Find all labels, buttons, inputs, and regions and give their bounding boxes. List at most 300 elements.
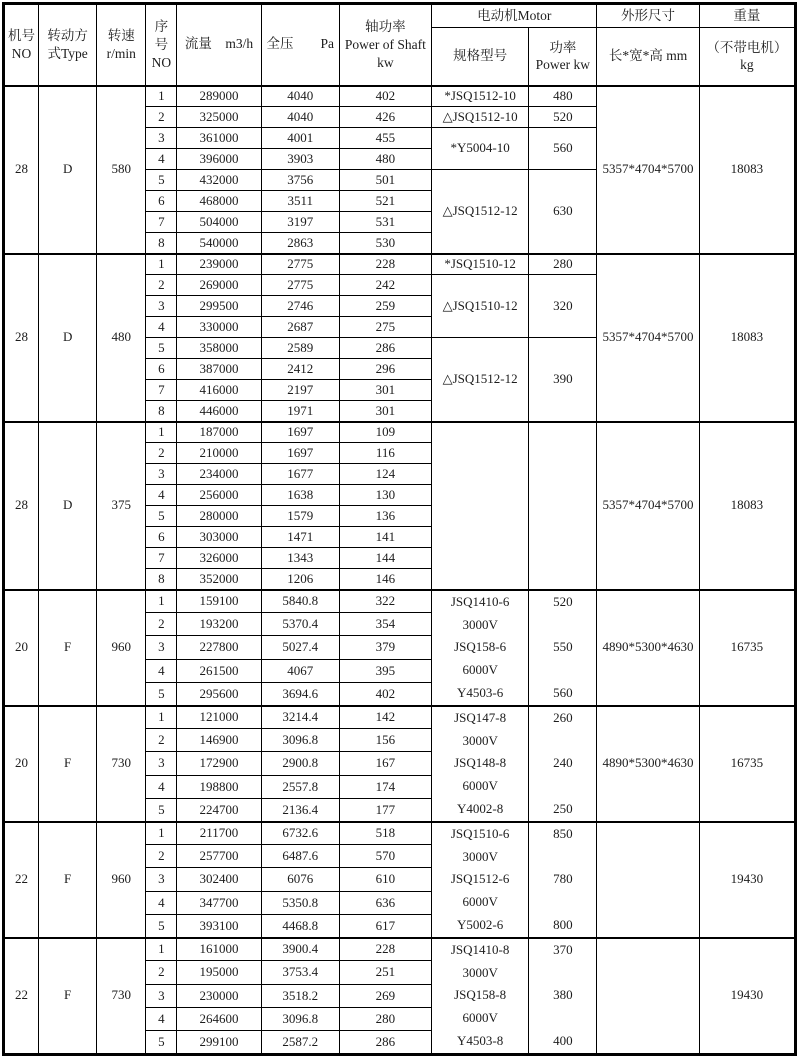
cell-flow: 468000 xyxy=(177,191,261,212)
motor-line xyxy=(529,659,596,682)
cell-serial-no: 4 xyxy=(146,1007,177,1030)
header-text-line: 功率 xyxy=(549,39,577,55)
cell-shaft-power: 501 xyxy=(339,170,431,191)
cell-weight: 16735 xyxy=(699,706,795,822)
cell-motor-model: △JSQ1512-12 xyxy=(432,170,529,254)
cell-pressure: 2863 xyxy=(261,233,339,254)
cell-shaft-power: 636 xyxy=(339,891,431,914)
motor-line: 380 xyxy=(553,987,573,1003)
cell-shaft-power: 455 xyxy=(339,128,431,149)
cell-speed: 480 xyxy=(97,254,146,422)
cell-pressure: 4040 xyxy=(261,86,339,107)
cell-flow: 239000 xyxy=(177,254,261,275)
cell-flow: 540000 xyxy=(177,233,261,254)
cell-serial-no: 5 xyxy=(146,798,177,821)
cell-pressure: 4468.8 xyxy=(261,914,339,937)
header-text-line: r/min xyxy=(106,45,136,61)
cell-serial-no: 1 xyxy=(146,822,177,845)
cell-flow: 432000 xyxy=(177,170,261,191)
header-dimensions-sub: 长*宽*高 mm xyxy=(597,28,699,86)
cell-shaft-power: 228 xyxy=(339,254,431,275)
cell-pressure: 2136.4 xyxy=(261,798,339,821)
cell-speed: 960 xyxy=(97,590,146,706)
cell-motor-power: 390 xyxy=(529,338,597,422)
cell-weight: 18083 xyxy=(699,86,795,254)
cell-motor-model: *JSQ1510-12 xyxy=(432,254,529,275)
header-weight-group: 重量 xyxy=(699,4,795,28)
cell-serial-no: 4 xyxy=(146,485,177,506)
cell-serial-no: 2 xyxy=(146,961,177,984)
cell-serial-no: 2 xyxy=(146,107,177,128)
cell-pressure: 4001 xyxy=(261,128,339,149)
cell-drive-type: D xyxy=(39,422,97,590)
cell-motor-power: 560 xyxy=(529,128,597,170)
cell-flow: 295600 xyxy=(177,682,261,705)
header-serial-no xyxy=(146,4,177,86)
cell-serial-no: 8 xyxy=(146,569,177,590)
cell-flow: 210000 xyxy=(177,443,261,464)
cell-pressure: 2589 xyxy=(261,338,339,359)
cell-shaft-power: 136 xyxy=(339,506,431,527)
cell-flow: 358000 xyxy=(177,338,261,359)
header-text-line: 转速 xyxy=(107,28,135,44)
cell-serial-no: 7 xyxy=(146,548,177,569)
cell-motor-model: *Y5004-10 xyxy=(432,128,529,170)
header-pressure: 全压 Pa xyxy=(261,4,339,86)
cell-serial-no: 5 xyxy=(146,682,177,705)
cell-pressure: 3096.8 xyxy=(261,1007,339,1030)
cell-machine-no: 20 xyxy=(4,590,39,706)
cell-shaft-power: 610 xyxy=(339,868,431,891)
cell-shaft-power: 301 xyxy=(339,401,431,422)
header-text-line: 轴功率 xyxy=(365,19,406,35)
cell-shaft-power: 286 xyxy=(339,1031,431,1054)
cell-serial-no: 4 xyxy=(146,149,177,170)
cell-pressure: 3756 xyxy=(261,170,339,191)
cell-pressure: 2775 xyxy=(261,254,339,275)
motor-line: JSQ147-8 xyxy=(454,709,507,725)
cell-pressure: 1697 xyxy=(261,422,339,443)
cell-flow: 302400 xyxy=(177,868,261,891)
cell-shaft-power: 518 xyxy=(339,822,431,845)
cell-dimensions: 4890*5300*4630 xyxy=(597,590,699,706)
cell-serial-no: 1 xyxy=(146,706,177,729)
motor-line: JSQ1410-6 xyxy=(450,593,510,609)
cell-flow: 269000 xyxy=(177,275,261,296)
cell-motor-power xyxy=(529,706,597,822)
cell-pressure: 2412 xyxy=(261,359,339,380)
cell-pressure: 3900.4 xyxy=(261,938,339,961)
cell-flow: 264600 xyxy=(177,1007,261,1030)
cell-shaft-power: 275 xyxy=(339,317,431,338)
cell-serial-no: 6 xyxy=(146,191,177,212)
cell-shaft-power: 242 xyxy=(339,275,431,296)
cell-dimensions: 5357*4704*5700 xyxy=(597,422,699,590)
motor-line xyxy=(529,891,596,914)
header-motor-model: 规格型号 xyxy=(432,28,529,86)
cell-serial-no: 1 xyxy=(146,254,177,275)
header-weight-sub xyxy=(699,28,795,86)
spec-table xyxy=(2,2,797,1056)
motor-line: 6000V xyxy=(462,662,498,678)
cell-serial-no: 8 xyxy=(146,233,177,254)
cell-serial-no: 7 xyxy=(146,380,177,401)
cell-shaft-power: 124 xyxy=(339,464,431,485)
cell-pressure: 3903 xyxy=(261,149,339,170)
cell-flow: 195000 xyxy=(177,961,261,984)
table-row xyxy=(4,938,796,961)
cell-motor-power: 280 xyxy=(529,254,597,275)
cell-serial-no: 3 xyxy=(146,636,177,659)
cell-shaft-power: 426 xyxy=(339,107,431,128)
cell-pressure: 6732.6 xyxy=(261,822,339,845)
cell-shaft-power: 395 xyxy=(339,659,431,682)
motor-line xyxy=(529,845,596,868)
table-row xyxy=(4,706,796,729)
cell-flow: 387000 xyxy=(177,359,261,380)
header-text-line: 机号 xyxy=(8,28,36,44)
cell-shaft-power: 379 xyxy=(339,636,431,659)
cell-flow: 193200 xyxy=(177,613,261,636)
cell-flow: 224700 xyxy=(177,798,261,821)
cell-flow: 504000 xyxy=(177,212,261,233)
header-text-line: NO xyxy=(11,45,32,61)
cell-shaft-power: 116 xyxy=(339,443,431,464)
cell-motor-power: 480 xyxy=(529,86,597,107)
cell-shaft-power: 280 xyxy=(339,1007,431,1030)
cell-serial-no: 6 xyxy=(146,359,177,380)
cell-flow: 416000 xyxy=(177,380,261,401)
cell-pressure: 3518.2 xyxy=(261,984,339,1007)
motor-line: 3000V xyxy=(462,732,498,748)
cell-pressure: 3214.4 xyxy=(261,706,339,729)
cell-dimensions xyxy=(597,938,699,1055)
cell-flow: 227800 xyxy=(177,636,261,659)
table-row xyxy=(4,422,796,443)
cell-shaft-power: 531 xyxy=(339,212,431,233)
cell-flow: 396000 xyxy=(177,149,261,170)
cell-shaft-power: 228 xyxy=(339,938,431,961)
cell-machine-no: 28 xyxy=(4,86,39,254)
header-text-line: Power kw xyxy=(535,57,591,73)
cell-pressure: 6487.6 xyxy=(261,845,339,868)
cell-pressure: 4040 xyxy=(261,107,339,128)
motor-line: JSQ158-8 xyxy=(454,987,507,1003)
cell-flow: 393100 xyxy=(177,914,261,937)
cell-shaft-power: 402 xyxy=(339,682,431,705)
cell-pressure: 1579 xyxy=(261,506,339,527)
cell-flow: 159100 xyxy=(177,590,261,613)
cell-flow: 121000 xyxy=(177,706,261,729)
cell-serial-no: 1 xyxy=(146,422,177,443)
motor-line: JSQ148-8 xyxy=(454,755,507,771)
cell-pressure: 3197 xyxy=(261,212,339,233)
cell-flow: 299500 xyxy=(177,296,261,317)
cell-shaft-power: 251 xyxy=(339,961,431,984)
cell-serial-no: 3 xyxy=(146,296,177,317)
cell-motor-power: 520 xyxy=(529,107,597,128)
table-row xyxy=(4,822,796,845)
motor-line: 6000V xyxy=(462,778,498,794)
motor-line xyxy=(529,729,596,752)
cell-pressure: 5027.4 xyxy=(261,636,339,659)
cell-shaft-power: 480 xyxy=(339,149,431,170)
cell-pressure: 2197 xyxy=(261,380,339,401)
table-row xyxy=(4,254,796,275)
motor-line: 400 xyxy=(553,1032,573,1048)
cell-shaft-power: 530 xyxy=(339,233,431,254)
cell-flow: 230000 xyxy=(177,984,261,1007)
cell-flow: 211700 xyxy=(177,822,261,845)
motor-line: Y4503-6 xyxy=(457,684,504,700)
cell-shaft-power: 144 xyxy=(339,548,431,569)
cell-pressure: 5370.4 xyxy=(261,613,339,636)
motor-line: JSQ158-6 xyxy=(454,639,507,655)
cell-shaft-power: 174 xyxy=(339,775,431,798)
motor-line: 800 xyxy=(553,916,573,932)
cell-motor-power: 320 xyxy=(529,275,597,338)
cell-machine-no: 20 xyxy=(4,706,39,822)
cell-motor-model xyxy=(432,938,529,1055)
cell-shaft-power: 617 xyxy=(339,914,431,937)
cell-motor-power xyxy=(529,422,597,590)
cell-speed: 730 xyxy=(97,706,146,822)
cell-flow: 303000 xyxy=(177,527,261,548)
header-text-line: NO xyxy=(151,54,172,70)
cell-pressure: 1206 xyxy=(261,569,339,590)
header-flow: 流量 m3/h xyxy=(177,4,261,86)
cell-flow: 161000 xyxy=(177,938,261,961)
cell-flow: 352000 xyxy=(177,569,261,590)
cell-pressure: 2557.8 xyxy=(261,775,339,798)
cell-dimensions: 5357*4704*5700 xyxy=(597,86,699,254)
cell-motor-model: △JSQ1512-10 xyxy=(432,107,529,128)
cell-shaft-power: 570 xyxy=(339,845,431,868)
cell-serial-no: 5 xyxy=(146,1031,177,1054)
cell-pressure: 1697 xyxy=(261,443,339,464)
cell-serial-no: 8 xyxy=(146,401,177,422)
motor-line xyxy=(529,961,596,984)
motor-line: 780 xyxy=(553,871,573,887)
cell-drive-type: F xyxy=(39,938,97,1055)
cell-flow: 172900 xyxy=(177,752,261,775)
cell-flow: 299100 xyxy=(177,1031,261,1054)
table-row xyxy=(4,86,796,107)
cell-flow: 187000 xyxy=(177,422,261,443)
cell-pressure: 1971 xyxy=(261,401,339,422)
cell-flow: 146900 xyxy=(177,729,261,752)
cell-dimensions: 5357*4704*5700 xyxy=(597,254,699,422)
cell-pressure: 2687 xyxy=(261,317,339,338)
cell-motor-power xyxy=(529,590,597,706)
cell-flow: 330000 xyxy=(177,317,261,338)
motor-line xyxy=(529,1007,596,1030)
cell-shaft-power: 141 xyxy=(339,527,431,548)
header-text-line: （不带电机） xyxy=(706,39,788,55)
cell-flow: 289000 xyxy=(177,86,261,107)
header-text-line: kg xyxy=(740,57,754,73)
cell-pressure: 3096.8 xyxy=(261,729,339,752)
cell-pressure: 1343 xyxy=(261,548,339,569)
cell-shaft-power: 296 xyxy=(339,359,431,380)
cell-flow: 361000 xyxy=(177,128,261,149)
cell-flow: 446000 xyxy=(177,401,261,422)
cell-serial-no: 4 xyxy=(146,317,177,338)
cell-serial-no: 3 xyxy=(146,984,177,1007)
cell-shaft-power: 402 xyxy=(339,86,431,107)
cell-machine-no: 22 xyxy=(4,822,39,938)
cell-serial-no: 5 xyxy=(146,506,177,527)
cell-pressure: 1638 xyxy=(261,485,339,506)
cell-serial-no: 2 xyxy=(146,613,177,636)
cell-motor-model: △JSQ1510-12 xyxy=(432,275,529,338)
cell-serial-no: 3 xyxy=(146,752,177,775)
cell-shaft-power: 109 xyxy=(339,422,431,443)
cell-shaft-power: 156 xyxy=(339,729,431,752)
cell-shaft-power: 130 xyxy=(339,485,431,506)
cell-serial-no: 1 xyxy=(146,590,177,613)
cell-pressure: 2746 xyxy=(261,296,339,317)
motor-line: 6000V xyxy=(462,1010,498,1026)
cell-weight: 18083 xyxy=(699,422,795,590)
motor-line: 370 xyxy=(553,941,573,957)
motor-line: 560 xyxy=(553,684,573,700)
motor-line: 550 xyxy=(553,639,573,655)
cell-serial-no: 1 xyxy=(146,86,177,107)
cell-shaft-power: 322 xyxy=(339,590,431,613)
header-speed xyxy=(97,4,146,86)
cell-shaft-power: 177 xyxy=(339,798,431,821)
cell-flow: 280000 xyxy=(177,506,261,527)
cell-motor-model xyxy=(432,822,529,938)
cell-pressure: 1677 xyxy=(261,464,339,485)
cell-weight: 19430 xyxy=(699,938,795,1055)
cell-motor-model xyxy=(432,422,529,590)
cell-speed: 375 xyxy=(97,422,146,590)
cell-shaft-power: 354 xyxy=(339,613,431,636)
motor-line xyxy=(529,775,596,798)
cell-serial-no: 2 xyxy=(146,443,177,464)
motor-line: 6000V xyxy=(462,894,498,910)
cell-drive-type: D xyxy=(39,254,97,422)
motor-line: 850 xyxy=(553,825,573,841)
header-row-top xyxy=(4,4,796,28)
cell-shaft-power: 286 xyxy=(339,338,431,359)
cell-shaft-power: 142 xyxy=(339,706,431,729)
cell-pressure: 3694.6 xyxy=(261,682,339,705)
motor-line: 3000V xyxy=(462,848,498,864)
header-motor-power xyxy=(529,28,597,86)
cell-motor-power: 630 xyxy=(529,170,597,254)
cell-pressure: 1471 xyxy=(261,527,339,548)
motor-line: 250 xyxy=(553,800,573,816)
header-machine-no xyxy=(4,4,39,86)
cell-drive-type: F xyxy=(39,590,97,706)
cell-shaft-power: 301 xyxy=(339,380,431,401)
cell-weight: 18083 xyxy=(699,254,795,422)
cell-serial-no: 4 xyxy=(146,659,177,682)
cell-serial-no: 3 xyxy=(146,464,177,485)
cell-drive-type: D xyxy=(39,86,97,254)
cell-flow: 325000 xyxy=(177,107,261,128)
header-text-line: Power of Shaft xyxy=(344,36,426,52)
cell-pressure: 3511 xyxy=(261,191,339,212)
cell-flow: 261500 xyxy=(177,659,261,682)
cell-motor-model: *JSQ1512-10 xyxy=(432,86,529,107)
motor-line: 3000V xyxy=(462,964,498,980)
header-text-line: kw xyxy=(377,54,394,70)
cell-pressure: 3753.4 xyxy=(261,961,339,984)
cell-machine-no: 22 xyxy=(4,938,39,1055)
cell-machine-no: 28 xyxy=(4,422,39,590)
motor-line: JSQ1512-6 xyxy=(450,871,510,887)
cell-serial-no: 2 xyxy=(146,729,177,752)
header-motor-group: 电动机Motor xyxy=(432,4,597,28)
motor-line: 260 xyxy=(553,709,573,725)
cell-flow: 198800 xyxy=(177,775,261,798)
motor-line: 240 xyxy=(553,755,573,771)
cell-flow: 257700 xyxy=(177,845,261,868)
cell-shaft-power: 259 xyxy=(339,296,431,317)
cell-pressure: 2900.8 xyxy=(261,752,339,775)
cell-shaft-power: 269 xyxy=(339,984,431,1007)
motor-line: JSQ1510-6 xyxy=(450,825,510,841)
header-text-line: 序 xyxy=(154,19,169,35)
cell-shaft-power: 167 xyxy=(339,752,431,775)
cell-motor-power xyxy=(529,938,597,1055)
cell-serial-no: 5 xyxy=(146,914,177,937)
motor-line: 3000V xyxy=(462,616,498,632)
cell-weight: 16735 xyxy=(699,590,795,706)
cell-shaft-power: 521 xyxy=(339,191,431,212)
motor-line: 520 xyxy=(553,593,573,609)
motor-line xyxy=(529,613,596,636)
cell-flow: 347700 xyxy=(177,891,261,914)
cell-serial-no: 3 xyxy=(146,868,177,891)
header-drive-type xyxy=(39,4,97,86)
cell-pressure: 6076 xyxy=(261,868,339,891)
cell-pressure: 4067 xyxy=(261,659,339,682)
cell-drive-type: F xyxy=(39,706,97,822)
header-dimensions-group: 外形尺寸 xyxy=(597,4,699,28)
cell-pressure: 2775 xyxy=(261,275,339,296)
cell-pressure: 5840.8 xyxy=(261,590,339,613)
cell-serial-no: 4 xyxy=(146,891,177,914)
cell-motor-power xyxy=(529,822,597,938)
cell-flow: 256000 xyxy=(177,485,261,506)
cell-drive-type: F xyxy=(39,822,97,938)
motor-line: Y4002-8 xyxy=(457,800,504,816)
cell-dimensions xyxy=(597,822,699,938)
cell-serial-no: 7 xyxy=(146,212,177,233)
cell-serial-no: 6 xyxy=(146,527,177,548)
cell-serial-no: 1 xyxy=(146,938,177,961)
cell-machine-no: 28 xyxy=(4,254,39,422)
header-text-line: 号 xyxy=(154,36,169,52)
cell-serial-no: 5 xyxy=(146,170,177,191)
cell-serial-no: 5 xyxy=(146,338,177,359)
cell-serial-no: 2 xyxy=(146,275,177,296)
cell-pressure: 2587.2 xyxy=(261,1031,339,1054)
motor-line: JSQ1410-8 xyxy=(450,941,510,957)
cell-weight: 19430 xyxy=(699,822,795,938)
cell-serial-no: 4 xyxy=(146,775,177,798)
table-row xyxy=(4,590,796,613)
motor-line: Y5002-6 xyxy=(457,916,504,932)
header-shaft-power xyxy=(339,4,431,86)
header-text-line: 转动方 xyxy=(47,28,88,44)
header-text-line: 式Type xyxy=(47,45,88,61)
